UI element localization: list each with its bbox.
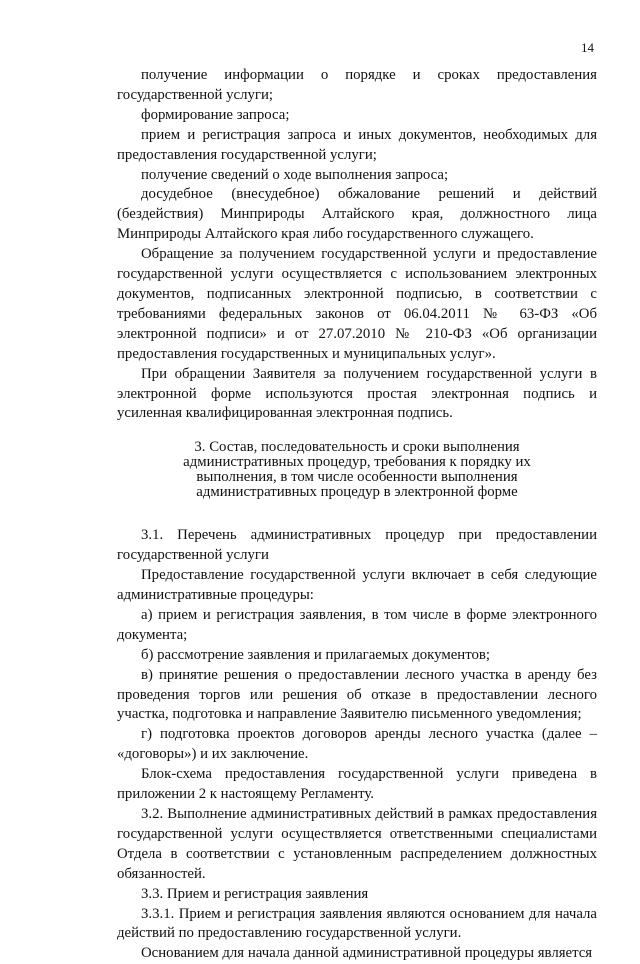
- paragraph-3-1-title: 3.1. Перечень административных процедур при предоставлении государственной услуги: [117, 527, 597, 564]
- paragraph-3-3-title: 3.3. Прием и регистрация заявления: [141, 885, 369, 902]
- paragraph-flowchart: Блок-схема предоставления государственной услуги приведена в приложении 2 к настоящему Регламенту.: [117, 766, 597, 803]
- paragraph-request-registration: прием и регистрация запроса и иных документов, необходимых для предоставления государственной услуги;: [117, 126, 597, 163]
- document-body: [117, 66, 597, 964]
- paragraph-electronic-documents: Обращение за получением государственной услуги и предоставление государственной услуги осуществляется с использованием электронных документов, подписанных электронной подписью, в соответствии с требованиями федеральных законов от 06.04.2011 № 63-ФЗ «Об электронной подписи» и от 27.07.2010 № 210-ФЗ «Об организации предоставления государственных и муниципальных услуг».: [117, 246, 597, 362]
- paragraph-procedures-intro: Предоставление государственной услуги включает в себя следующие административные процедуры:: [117, 567, 597, 604]
- paragraph-procedure-a: а) прием и регистрация заявления, в том числе в форме электронного документа;: [117, 606, 597, 643]
- section-heading-line: 3. Состав, последовательность и сроки выполнения: [194, 439, 520, 456]
- paragraph-procedure-c: в) принятие решения о предоставлении лесного участка в аренду без проведения торгов или решения об отказе в предоставлении лесного участка, подготовка и направление Заявителю письменного уведомления;: [117, 666, 597, 723]
- paragraph-request-status: получение сведений о ходе выполнения запроса;: [141, 166, 449, 183]
- paragraph-appeal: досудебное (внесудебное) обжалование решений и действий (бездействия) Минприроды Алтайского края, должностного лица Минприроды Алтайского края либо государственного служащего.: [117, 186, 597, 243]
- paragraph-procedure-d: г) подготовка проектов договоров аренды лесного участка (далее – «договоры») и их заключение.: [117, 726, 597, 763]
- page-number: 14: [581, 40, 594, 55]
- paragraph-electronic-signature: При обращении Заявителя за получением государственной услуги в электронной форме используются простая электронная подпись и усиленная квалифицированная электронная подпись.: [117, 365, 597, 422]
- paragraph-procedure-b: б) рассмотрение заявления и прилагаемых документов;: [141, 646, 490, 663]
- paragraph-3-2: 3.2. Выполнение административных действий в рамках предоставления государственной услуги осуществляется ответственными специалистами Отдела в соответствии с установленным распределением должностных обязанностей.: [117, 806, 597, 882]
- paragraph-basis: Основанием для начала данной административной процедуры является: [141, 945, 593, 962]
- section-heading-line: административных процедур в электронной форме: [196, 484, 518, 501]
- paragraph-info-order: получение информации о порядке и сроках предоставления государственной услуги;: [117, 67, 597, 103]
- section-heading-line: административных процедур, требования к порядку их: [183, 454, 531, 471]
- paragraph-request-formation: формирование запроса;: [141, 106, 290, 123]
- paragraph-3-3-1: 3.3.1. Прием и регистрация заявления являются основанием для начала действий по предоставлению государственной услуги.: [117, 905, 597, 942]
- section-heading: [117, 440, 597, 500]
- section-heading-line: выполнения, в том числе особенности выполнения: [196, 469, 518, 486]
